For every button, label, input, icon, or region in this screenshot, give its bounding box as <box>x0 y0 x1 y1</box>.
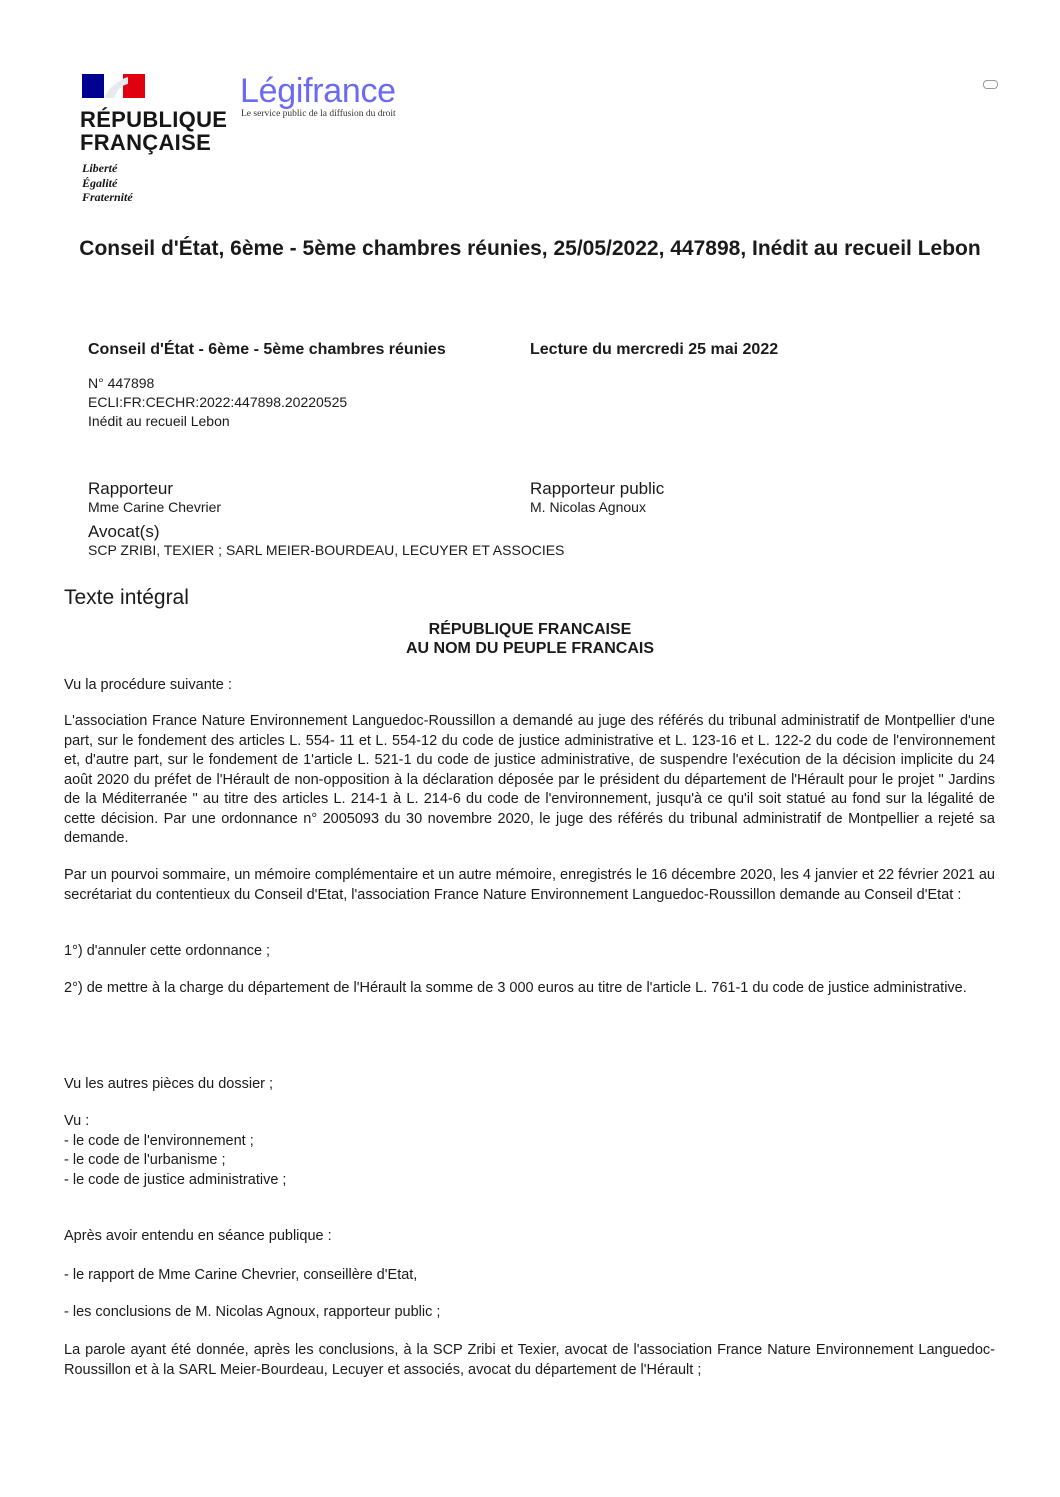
paragraph: La parole ayant été donnée, après les conclusions, à la SCP Zribi et Texier, avocat de l'association France Nature Environnement Languedoc-Roussillon et à la SARL Meier-Bourdeau, Lecuyer et associés, avocat du département de l'Hérault ; <box>64 1342 995 1378</box>
rapporteur-public-name: M. Nicolas Agnoux <box>530 499 646 515</box>
page-title: Conseil d'État, 6ème - 5ème chambres réunies, 25/05/2022, 447898, Inédit au recueil Lebon <box>79 237 981 260</box>
avocats-label: Avocat(s) <box>88 522 160 541</box>
list-item: - le code de justice administrative ; <box>64 1171 287 1188</box>
paragraph: Après avoir entendu en séance publique : <box>64 1228 332 1244</box>
publication-status: Inédit au recueil Lebon <box>88 413 230 429</box>
rapporteur-name: Mme Carine Chevrier <box>88 499 222 515</box>
brand-tagline: Le service public de la diffusion du droit <box>241 109 396 119</box>
paragraph: L'association France Nature Environnement Languedoc-Roussillon a demandé au juge des référés du tribunal administratif de Montpellier d'une part, sur le fondement des articles L. 554- 11 et L. 554-12 du code de justice administrative et L. 123-16 et L. 122-2 du code de l'environnement et, d'autre part, sur le fondement de 1'article L. 521-1 du code de justice administrative, de suspendre l'exécution de la décision implicite du 24 août 2020 du préfet de l'Hérault de non-opposition à la déclaration déposée par le président du département de l'Hérault pour le projet " Jardins de la Méditerranée " au titre des articles L. 214-1 à L. 214-6 du code de l'environnement, jusqu'à ce qu'il soit statué au fond sur la légalité de cette décision. Par une ordonnance n° 2005093 du 30 novembre 2020, le juge des référés du tribunal administratif de Montpellier a rejeté sa demande. <box>64 713 995 846</box>
paragraph: Par un pourvoi sommaire, un mémoire complémentaire et un autre mémoire, enregistrés le 16 décembre 2020, les 4 janvier et 22 février 2021 au secrétariat du contentieux du Conseil d'Etat, l'association France Nature Environnement Languedoc-Roussillon demande au Conseil d'Etat : <box>64 867 995 903</box>
reading-date: Lecture du mercredi 25 mai 2022 <box>530 341 779 358</box>
list-item: - le code de l'environnement ; <box>64 1132 254 1149</box>
republique-francaise-text: RÉPUBLIQUE FRANÇAISE <box>80 107 228 155</box>
avocats-names: SCP ZRIBI, TEXIER ; SARL MEIER-BOURDEAU, LECUYER ET ASSOCIES <box>88 542 565 558</box>
french-flag-icon <box>82 74 145 98</box>
heading-republique: RÉPUBLIQUE FRANCAISE <box>428 621 632 638</box>
vu-list <box>64 1112 995 1190</box>
paragraph: Vu la procédure suivante : <box>64 677 232 693</box>
paragraph: Vu les autres pièces du dossier ; <box>64 1076 274 1092</box>
toggle-icon[interactable] <box>983 80 998 89</box>
paragraph: 1°) d'annuler cette ordonnance ; <box>64 943 271 959</box>
legifrance-logo[interactable] <box>80 74 420 214</box>
case-identifiers <box>88 374 347 431</box>
paragraph: 2°) de mettre à la charge du département de l'Hérault la somme de 3 000 euros au titre de l'article L. 761-1 du code de justice administrative. <box>64 980 967 996</box>
rapporteur-label: Rapporteur <box>88 479 174 498</box>
list-item: - le code de l'urbanisme ; <box>64 1152 226 1168</box>
list-item: Vu : <box>64 1113 90 1129</box>
brand-name: Légifrance <box>240 72 396 110</box>
jurisdiction: Conseil d'État - 6ème - 5ème chambres réunies <box>88 341 446 358</box>
motto: Liberté Égalité Fraternité <box>82 161 133 204</box>
section-title: Texte intégral <box>64 586 189 609</box>
rapporteur-public-label: Rapporteur public <box>530 479 665 498</box>
heading-peuple: AU NOM DU PEUPLE FRANCAIS <box>405 640 654 657</box>
paragraph: - les conclusions de M. Nicolas Agnoux, rapporteur public ; <box>64 1304 441 1320</box>
case-number: N° 447898 <box>88 375 155 391</box>
paragraph: - le rapport de Mme Carine Chevrier, conseillère d'Etat, <box>64 1267 418 1283</box>
ecli: ECLI:FR:CECHR:2022:447898.20220525 <box>88 394 348 410</box>
